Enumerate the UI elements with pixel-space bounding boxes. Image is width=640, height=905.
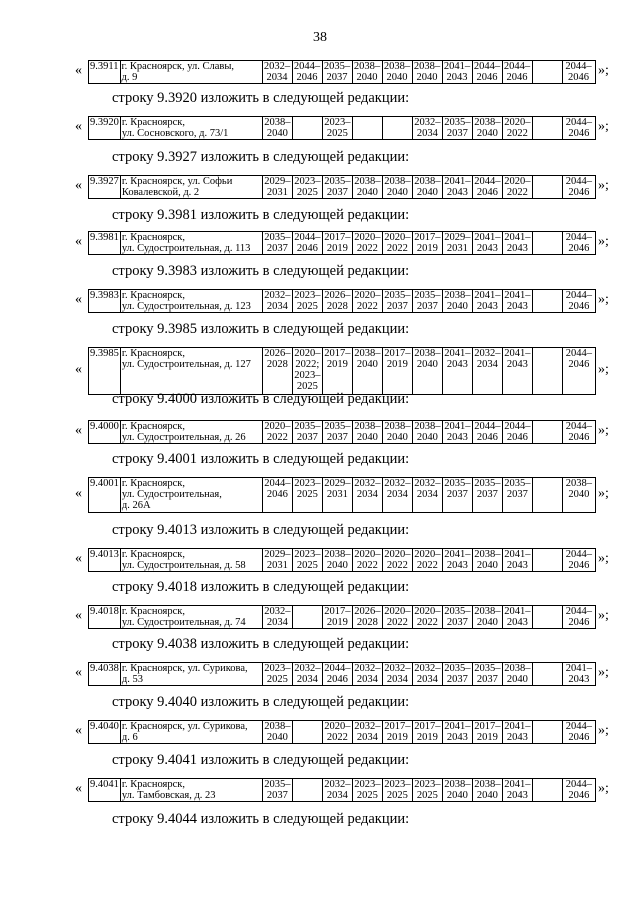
edit-instruction: строку 9.3985 изложить в следующей редакции: (112, 321, 410, 337)
year-range-cell: 2044– 2046 (474, 421, 501, 443)
quote-close: »; (598, 665, 609, 680)
year-range-cell: 2020– 2022 (354, 549, 381, 571)
quote-open: « (75, 551, 82, 566)
year-range-cell: 2023– 2025 (264, 663, 291, 685)
table-row (88, 60, 596, 84)
year-range-cell (352, 117, 382, 140)
quote-open: « (75, 423, 82, 438)
edit-instruction: строку 9.4013 изложить в следующей редакции: (112, 522, 410, 538)
row-number: 9.4041 (89, 779, 121, 802)
row-number: 9.3920 (89, 117, 121, 140)
table-row (88, 720, 596, 744)
year-range-cell: 2041– 2043 (504, 721, 531, 743)
year-range-cell: 2038– 2040 (414, 176, 441, 198)
year-range-cell: 2035– 2037 (474, 663, 501, 685)
year-range-cell: 2041– 2043 (504, 606, 531, 628)
year-range-cell: 2041– 2043 (502, 348, 532, 395)
year-range-cell: 2032– 2034 (414, 117, 441, 139)
year-range-cell: 2032– 2034 (384, 663, 411, 685)
year-range-cell: 2035– 2037 (444, 663, 471, 685)
year-range-cell: 2044– 2046 (562, 421, 595, 444)
quote-close: »; (598, 723, 609, 738)
row-address: г. Красноярск, ул. Тамбовская, д. 23 (120, 779, 262, 802)
row-address: г. Красноярск, ул. Софьи Ковалевской, д. 2 (120, 176, 262, 199)
year-range-cell: 2044– 2046 (262, 478, 292, 513)
year-range-cell: 2023– 2025 (294, 290, 321, 312)
row-address: г. Красноярск, ул. Судостроительная, д. 26 (120, 421, 262, 444)
quote-open: « (75, 608, 82, 623)
year-range-cell: 2038– 2040 (384, 176, 411, 198)
year-range-cell: 2023– 2025 (324, 117, 351, 139)
quote-close: »; (598, 781, 609, 796)
year-range-cell: 2044– 2046 (474, 176, 501, 198)
year-range-cell: 2038– 2040 (413, 61, 441, 83)
year-range-cell: 2032– 2034 (414, 663, 441, 685)
table-row (88, 605, 596, 629)
year-range-cell (532, 117, 562, 140)
year-range-cell: 2035– 2037 (444, 117, 471, 139)
year-range-cell: 2044– 2046 (562, 348, 595, 395)
year-range-cell: 2032– 2034 (382, 478, 412, 513)
year-range-cell (532, 176, 562, 199)
year-range-cell: 2044– 2046 (562, 290, 595, 313)
year-range-cell: 2041– 2043 (444, 721, 471, 743)
year-range-cell: 2038– 2040 (264, 117, 291, 139)
year-range-cell: 2044– 2046 (294, 232, 321, 254)
year-range-cell: 2041– 2043 (562, 663, 595, 686)
quote-open: « (75, 119, 82, 134)
quote-close: »; (598, 178, 609, 193)
row-number: 9.3983 (89, 290, 121, 313)
row-address: г. Красноярск, ул. Судостроительная, д. 123 (120, 290, 262, 313)
table-row (88, 662, 596, 686)
year-range-cell (292, 721, 322, 744)
year-range-cell: 2026– 2028 (262, 348, 292, 395)
year-range-cell: 2035– 2037 (472, 478, 502, 513)
quote-open: « (75, 178, 82, 193)
year-range-cell: 2032– 2034 (354, 721, 381, 743)
year-range-cell: 2032– 2034 (324, 779, 351, 801)
quote-open: « (75, 665, 82, 680)
year-range-cell: 2041– 2043 (504, 549, 531, 571)
year-range-cell: 2023– 2025 (294, 176, 321, 198)
quote-close: »; (598, 486, 609, 501)
year-range-cell: 2020– 2022 (354, 290, 381, 312)
year-range-cell: 2020– 2022 (384, 549, 411, 571)
year-range-cell (532, 348, 562, 395)
row-number: 9.4040 (89, 721, 121, 744)
row-address: г. Красноярск, ул. Сурикова, д. 53 (120, 663, 262, 686)
year-range-cell: 2041– 2043 (474, 232, 501, 254)
year-range-cell: 2017– 2019 (414, 721, 441, 743)
year-range-cell: 2038– 2040 (352, 348, 382, 395)
table-row (88, 778, 596, 802)
quote-close: »; (598, 292, 609, 307)
year-range-cell: 2035– 2037 (442, 478, 472, 513)
edit-instruction: строку 9.4000 изложить в следующей редакции: (112, 391, 410, 407)
year-range-cell: 2017– 2019 (382, 348, 412, 395)
year-range-cell: 2035– 2037 (264, 779, 291, 801)
year-range-cell: 2029– 2031 (444, 232, 471, 254)
year-range-cell: 2044– 2046 (562, 117, 595, 140)
table-row (88, 231, 596, 255)
row-address: г. Красноярск, ул. Судостроительная, д. 113 (120, 232, 262, 255)
year-range-cell: 2044– 2046 (562, 721, 595, 744)
row-number: 9.4038 (89, 663, 121, 686)
year-range-cell (292, 779, 322, 802)
year-range-cell: 2035– 2037 (264, 232, 291, 254)
year-range-cell: 2041– 2043 (504, 290, 531, 312)
year-range-cell: 2038– 2040 (324, 549, 351, 571)
year-range-cell: 2035– 2037 (324, 421, 351, 443)
quote-close: »; (598, 119, 609, 134)
row-number: 9.4018 (89, 606, 121, 629)
year-range-cell (532, 606, 562, 629)
quote-close: »; (598, 423, 609, 438)
year-range-cell: 2038– 2040 (414, 421, 441, 443)
row-address: г. Красноярск, ул. Славы, д. 9 (120, 61, 262, 84)
table-row (88, 347, 596, 395)
table-row (88, 175, 596, 199)
year-range-cell: 2041– 2043 (504, 779, 531, 801)
quote-close: »; (598, 234, 609, 249)
year-range-cell: 2032– 2034 (294, 663, 321, 685)
year-range-cell: 2032– 2034 (264, 290, 291, 312)
edit-instruction: строку 9.3920 изложить в следующей редакции: (112, 90, 410, 106)
year-range-cell: 2038– 2040 (384, 421, 411, 443)
year-range-cell (292, 606, 322, 629)
edit-instruction: строку 9.4044 изложить в следующей редакции: (112, 811, 410, 827)
year-range-cell: 2017– 2019 (384, 721, 411, 743)
table-row (88, 477, 596, 513)
quote-open: « (75, 234, 82, 249)
row-address: г. Красноярск, ул. Судостроительная, д. 26А (120, 478, 262, 513)
year-range-cell: 2038– 2040 (444, 779, 471, 801)
edit-instruction: строку 9.3981 изложить в следующей редакции: (112, 207, 410, 223)
year-range-cell: 2023– 2025 (384, 779, 411, 801)
quote-close: »; (598, 551, 609, 566)
quote-open: « (75, 486, 82, 501)
year-range-cell: 2017– 2019 (474, 721, 501, 743)
year-range-cell: 2038– 2040 (354, 176, 381, 198)
year-range-cell: 2041– 2043 (474, 290, 501, 312)
quote-open: « (75, 63, 82, 78)
table-row (88, 116, 596, 140)
edit-instruction: строку 9.4040 изложить в следующей редакции: (112, 694, 410, 710)
year-range-cell: 2035– 2037 (324, 176, 351, 198)
year-range-cell: 2029– 2031 (322, 478, 352, 513)
year-range-cell: 2044– 2046 (562, 232, 595, 255)
year-range-cell: 2029– 2031 (264, 549, 291, 571)
year-range-cell: 2038– 2040 (264, 721, 291, 743)
year-range-cell: 2017– 2019 (324, 232, 351, 254)
year-range-cell: 2026– 2028 (324, 290, 351, 312)
year-range-cell: 2017– 2019 (324, 606, 351, 628)
table-row (88, 420, 596, 444)
quote-open: « (75, 292, 82, 307)
year-range-cell: 2038– 2040 (474, 606, 501, 628)
year-range-cell: 2032– 2034 (352, 478, 382, 513)
year-range-cell: 2032– 2034 (472, 348, 502, 395)
year-range-cell: 2020– 2022; 2023– 2025 (292, 348, 322, 395)
year-range-cell: 2038– 2040 (444, 290, 471, 312)
year-range-cell: 2038– 2040 (412, 348, 442, 395)
row-address: г. Красноярск, ул. Судостроительная, д. 58 (120, 549, 262, 572)
year-range-cell: 2023– 2025 (294, 549, 321, 571)
year-range-cell: 2038– 2040 (504, 663, 531, 685)
row-number: 9.3985 (89, 348, 121, 395)
year-range-cell: 2035– 2037 (414, 290, 441, 312)
year-range-cell (532, 232, 562, 255)
row-number: 9.4000 (89, 421, 121, 444)
year-range-cell: 2038– 2040 (474, 549, 501, 571)
year-range-cell: 2044– 2046 (293, 61, 321, 83)
year-range-cell (532, 663, 562, 686)
year-range-cell: 2032– 2034 (263, 61, 291, 83)
year-range-cell: 2038– 2040 (562, 478, 595, 513)
quote-open: « (75, 723, 82, 738)
row-address: г. Красноярск, ул. Сурикова, д. 6 (120, 721, 262, 744)
row-address: г. Красноярск, ул. Сосновского, д. 73/1 (120, 117, 262, 140)
year-range-cell: 2023– 2025 (292, 478, 322, 513)
row-address: г. Красноярск, ул. Судостроительная, д. 127 (120, 348, 262, 395)
year-range-cell: 2020– 2022 (354, 232, 381, 254)
year-range-cell: 2032– 2034 (264, 606, 291, 628)
edit-instruction: строку 9.4041 изложить в следующей редакции: (112, 752, 410, 768)
year-range-cell (532, 421, 562, 444)
year-range-cell: 2023– 2025 (414, 779, 441, 801)
year-range-cell (532, 779, 562, 802)
year-range-cell: 2035– 2037 (384, 290, 411, 312)
year-range-cell: 2032– 2034 (412, 478, 442, 513)
year-range-cell: 2035– 2037 (502, 478, 532, 513)
year-range-cell: 2041– 2043 (443, 61, 471, 83)
year-range-cell: 2041– 2043 (444, 421, 471, 443)
year-range-cell: 2038– 2040 (474, 117, 501, 139)
year-range-cell: 2041– 2043 (504, 232, 531, 254)
row-number: 9.3927 (89, 176, 121, 199)
year-range-cell: 2035– 2037 (323, 61, 351, 83)
year-range-cell: 2044– 2046 (562, 606, 595, 629)
year-range-cell: 2035– 2037 (444, 606, 471, 628)
year-range-cell: 2020– 2022 (324, 721, 351, 743)
year-range-cell: 2020– 2022 (414, 549, 441, 571)
row-number: 9.4001 (89, 478, 121, 513)
year-range-cell: 2020– 2022 (264, 421, 291, 443)
edit-instruction: строку 9.3983 изложить в следующей редакции: (112, 263, 410, 279)
year-range-cell: 2044– 2046 (504, 421, 531, 443)
row-number: 9.3981 (89, 232, 121, 255)
quote-open: « (75, 362, 82, 377)
year-range-cell (532, 478, 562, 513)
quote-open: « (75, 781, 82, 796)
row-number: 9.3911 (89, 61, 121, 84)
year-range-cell: 2032– 2034 (354, 663, 381, 685)
year-range-cell: 2020– 2022 (384, 606, 411, 628)
year-range-cell: 2044– 2046 (503, 61, 531, 83)
year-range-cell: 2041– 2043 (444, 549, 471, 571)
year-range-cell (532, 61, 562, 84)
year-range-cell: 2020– 2022 (414, 606, 441, 628)
row-address: г. Красноярск, ул. Судостроительная, д. 74 (120, 606, 262, 629)
year-range-cell: 2044– 2046 (473, 61, 501, 83)
year-range-cell: 2038– 2040 (383, 61, 411, 83)
year-range-cell (382, 117, 412, 140)
year-range-cell: 2044– 2046 (562, 176, 595, 199)
edit-instruction: строку 9.4038 изложить в следующей редакции: (112, 636, 410, 652)
year-range-cell: 2017– 2019 (322, 348, 352, 395)
table-row (88, 289, 596, 313)
quote-close: »; (598, 608, 609, 623)
year-range-cell: 2044– 2046 (562, 61, 595, 84)
year-range-cell: 2038– 2040 (353, 61, 381, 83)
edit-instruction: строку 9.3927 изложить в следующей редакции: (112, 149, 410, 165)
page-number: 38 (313, 30, 327, 45)
year-range-cell: 2020– 2022 (504, 176, 531, 198)
year-range-cell: 2020– 2022 (384, 232, 411, 254)
year-range-cell (292, 117, 322, 140)
year-range-cell: 2035– 2037 (294, 421, 321, 443)
year-range-cell: 2038– 2040 (354, 421, 381, 443)
year-range-cell: 2041– 2043 (444, 176, 471, 198)
year-range-cell: 2026– 2028 (354, 606, 381, 628)
year-range-cell: 2044– 2046 (324, 663, 351, 685)
row-number: 9.4013 (89, 549, 121, 572)
year-range-cell: 2020– 2022 (504, 117, 531, 139)
year-range-cell (532, 290, 562, 313)
year-range-cell: 2029– 2031 (264, 176, 291, 198)
year-range-cell: 2041– 2043 (442, 348, 472, 395)
edit-instruction: строку 9.4001 изложить в следующей редакции: (112, 451, 410, 467)
year-range-cell (532, 721, 562, 744)
table-row (88, 548, 596, 572)
year-range-cell: 2038– 2040 (474, 779, 501, 801)
year-range-cell: 2044– 2046 (562, 549, 595, 572)
year-range-cell: 2017– 2019 (414, 232, 441, 254)
quote-close: »; (598, 362, 609, 377)
year-range-cell: 2044– 2046 (562, 779, 595, 802)
quote-close: »; (598, 63, 609, 78)
edit-instruction: строку 9.4018 изложить в следующей редакции: (112, 579, 410, 595)
year-range-cell: 2023– 2025 (354, 779, 381, 801)
year-range-cell (532, 549, 562, 572)
